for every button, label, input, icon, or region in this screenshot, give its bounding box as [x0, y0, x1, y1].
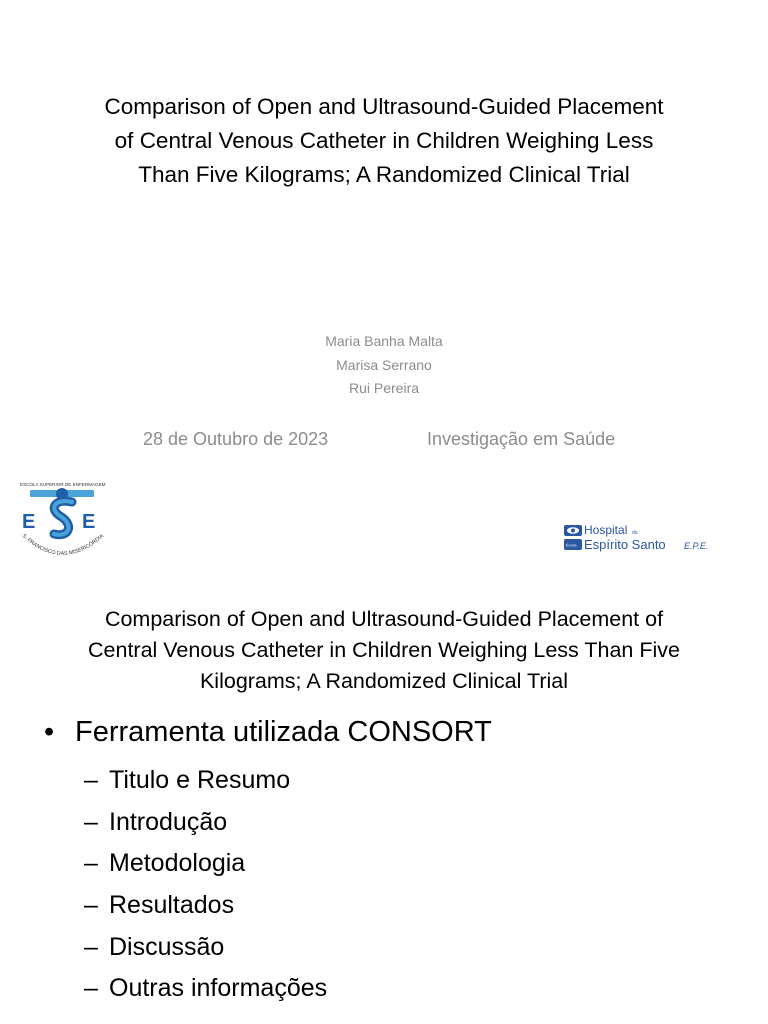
list-item-text: Metodologia	[109, 849, 246, 878]
list-item	[84, 762, 327, 804]
sub-marker: –	[84, 849, 98, 878]
title-line: Comparison of Open and Ultrasound-Guided Placement of	[104, 607, 664, 631]
title-line: Kilograms; A Randomized Clinical Trial	[199, 669, 569, 693]
author-name: Rui Pereira	[348, 380, 420, 396]
title-line: Than Five Kilograms; A Randomized Clinical Trial	[138, 162, 630, 187]
list-item-text: Outras informações	[109, 974, 328, 1003]
logo-small-text: Évora	[566, 542, 577, 548]
list-item	[84, 845, 327, 887]
logo-small-text: do	[632, 530, 638, 536]
logo-santo-text: Espírito Santo	[584, 537, 666, 552]
list-item-text: Resultados	[109, 891, 235, 920]
author-name: Maria Banha Malta	[325, 333, 443, 349]
author-name: Marisa Serrano	[336, 356, 432, 373]
logo-bottom-text: S. FRANCISCO DAS MISERICÓRDIA	[20, 533, 106, 558]
list-item	[84, 804, 327, 846]
slide-title	[50, 604, 718, 697]
list-item	[84, 887, 327, 929]
title-line: Central Venous Catheter in Children Weighing Less Than Five	[88, 638, 680, 662]
logo-epe-text: E.P.E.	[684, 541, 709, 551]
title-line: Comparison of Open and Ultrasound-Guided Placement	[104, 94, 664, 119]
bullet-marker: •	[44, 716, 55, 748]
sub-marker: –	[84, 807, 98, 836]
list-item	[84, 929, 327, 971]
list-item-text: Titulo e Resumo	[109, 766, 291, 794]
slide-title	[40, 90, 728, 192]
main-bullet-text: Ferramenta utilizada CONSORT	[75, 716, 492, 748]
ese-school-logo	[16, 478, 110, 568]
sub-marker: –	[84, 932, 98, 961]
authors-list	[0, 330, 768, 401]
course-name: Investigação em Saúde	[427, 429, 616, 449]
list-item-text: Discussão	[109, 932, 225, 961]
main-bullet	[44, 716, 492, 749]
hospital-logo	[562, 518, 722, 558]
list-item	[84, 970, 327, 1012]
sub-bullet-list	[84, 762, 327, 1012]
logo-hospital-text: Hospital	[584, 523, 628, 537]
sub-marker: –	[84, 974, 98, 1003]
title-line: of Central Venous Catheter in Children Weighing Less	[114, 128, 654, 153]
logo-top-text: ESCOLA SUPERIOR DE ENFERMAGEM	[20, 482, 106, 487]
svg-text:E: E	[82, 511, 96, 533]
presentation-date: 28 de Outubro de 2023	[143, 429, 329, 449]
svg-text:E: E	[22, 511, 36, 533]
content-slide	[0, 576, 768, 1024]
list-item-text: Introdução	[109, 807, 228, 836]
sub-marker: –	[84, 766, 98, 794]
sub-marker: –	[84, 891, 98, 920]
